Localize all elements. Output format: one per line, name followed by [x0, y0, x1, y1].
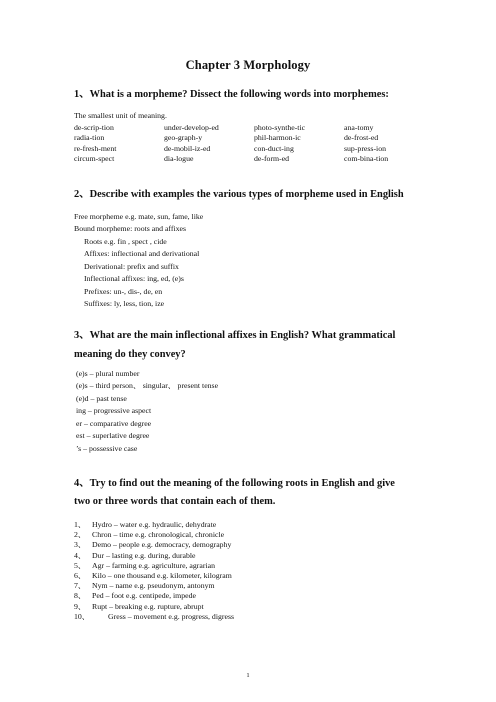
q2-line: Roots e.g. fin , spect , cide — [84, 237, 167, 246]
list-item — [74, 540, 434, 550]
root-text: Chron – time e.g. chronological, chronicle — [92, 530, 225, 540]
q3-line: (e)s – plural number — [76, 369, 140, 378]
page-number: 1 — [246, 672, 250, 679]
root-number: 3、 — [74, 540, 86, 550]
q1-heading: 1、What is a morpheme? Dissect the following words into morphemes: — [74, 89, 389, 100]
grid-cell: radia-tion — [74, 133, 105, 143]
root-number: 9、 — [74, 601, 86, 611]
grid-cell: photo-synthe-tic — [254, 123, 306, 132]
root-number: 7、 — [74, 581, 86, 591]
root-text: Agr – farming e.g. agriculture, agrarian — [92, 560, 215, 570]
morpheme-grid — [74, 123, 434, 165]
list-item — [74, 581, 434, 591]
q3-line: (e)s – third person、 singular、 present tense — [76, 381, 219, 390]
root-text: Demo – people e.g. democracy, demography — [92, 540, 232, 550]
q2-heading: 2、Describe with examples the various types of morpheme used in English — [74, 189, 404, 200]
root-number: 6、 — [74, 571, 86, 581]
list-item — [74, 530, 434, 540]
q4-heading-line2: two or three words that contain each of them. — [74, 496, 276, 507]
grid-cell: re-fresh-ment — [74, 143, 117, 153]
grid-cell: phil-harmon-ic — [254, 133, 301, 143]
q2-line: Derivational: prefix and suffix — [84, 262, 179, 271]
grid-cell: de-form-ed — [254, 154, 290, 164]
grid-cell: under-develop-ed — [164, 123, 219, 132]
root-text: Hydro – water e.g. hydraulic, dehydrate — [92, 520, 217, 529]
q2-line: Suffixes: ly, less, tion, ize — [84, 299, 165, 308]
root-number: 8、 — [74, 591, 86, 601]
grid-cell: geo-graph-y — [164, 133, 203, 143]
list-item — [74, 520, 434, 530]
root-text: Rupt – breaking e.g. rupture, abrupt — [92, 601, 204, 611]
grid-cell: sup-press-ion — [344, 143, 387, 153]
root-text: Kilo – one thousand e.g. kilometer, kilogram — [92, 571, 232, 581]
grid-cell: de-frost-ed — [344, 133, 379, 143]
root-number: 5、 — [74, 560, 86, 570]
q3-line: ’s – possessive case — [76, 444, 138, 453]
q3-heading-line1: 3、What are the main inflectional affixes in English? What grammatical — [74, 330, 396, 341]
root-text: Ped – foot e.g. centipede, impede — [92, 591, 196, 601]
q2-line: Affixes: inflectional and derivational — [84, 249, 200, 258]
list-item — [74, 571, 434, 581]
grid-cell: com-bina-tion — [344, 154, 389, 164]
q2-line: Free morpheme e.g. mate, sun, fame, like — [74, 212, 204, 221]
q4-heading-line1: 4、Try to find out the meaning of the following roots in English and give — [74, 478, 395, 489]
root-text: Dur – lasting e.g. during, durable — [92, 550, 196, 560]
grid-cell: circum-spect — [74, 154, 115, 164]
grid-cell: de-mobil-iz-ed — [164, 143, 211, 153]
q3-heading-line2: meaning do they convey? — [74, 349, 186, 360]
q1-answer: The smallest unit of meaning. — [74, 111, 167, 120]
grid-cell: ana-tomy — [344, 123, 374, 132]
root-number: 2、 — [74, 530, 86, 540]
list-item — [74, 561, 434, 571]
q2-line: Prefixes: un-, dis-, de, en — [84, 287, 163, 296]
root-number: 10、 — [74, 611, 90, 621]
root-text: Nym – name e.g. pseudonym, antonym — [92, 581, 215, 591]
page-title: Chapter 3 Morphology — [185, 58, 311, 72]
q3-line: ing – progressive aspect — [76, 406, 152, 415]
q2-line: Inflectional affixes: ing, ed, (e)s — [84, 274, 184, 283]
root-number: 1、 — [74, 520, 86, 529]
q2-line: Bound morpheme: roots and affixes — [74, 224, 187, 233]
list-item — [74, 612, 434, 622]
q3-line: est – superlative degree — [76, 431, 150, 440]
q3-line: er – comparative degree — [76, 419, 152, 428]
root-text: Gress – movement e.g. progress, digress — [108, 611, 235, 621]
list-item — [74, 591, 434, 601]
q3-line: (e)d – past tense — [76, 394, 127, 403]
roots-list — [74, 520, 434, 622]
list-item — [74, 551, 434, 561]
grid-cell: con-duct-ing — [254, 143, 294, 153]
root-number: 4、 — [74, 550, 86, 560]
list-item — [74, 602, 434, 612]
grid-cell: de-scrip-tion — [74, 123, 114, 132]
grid-cell: dia-logue — [164, 154, 194, 164]
